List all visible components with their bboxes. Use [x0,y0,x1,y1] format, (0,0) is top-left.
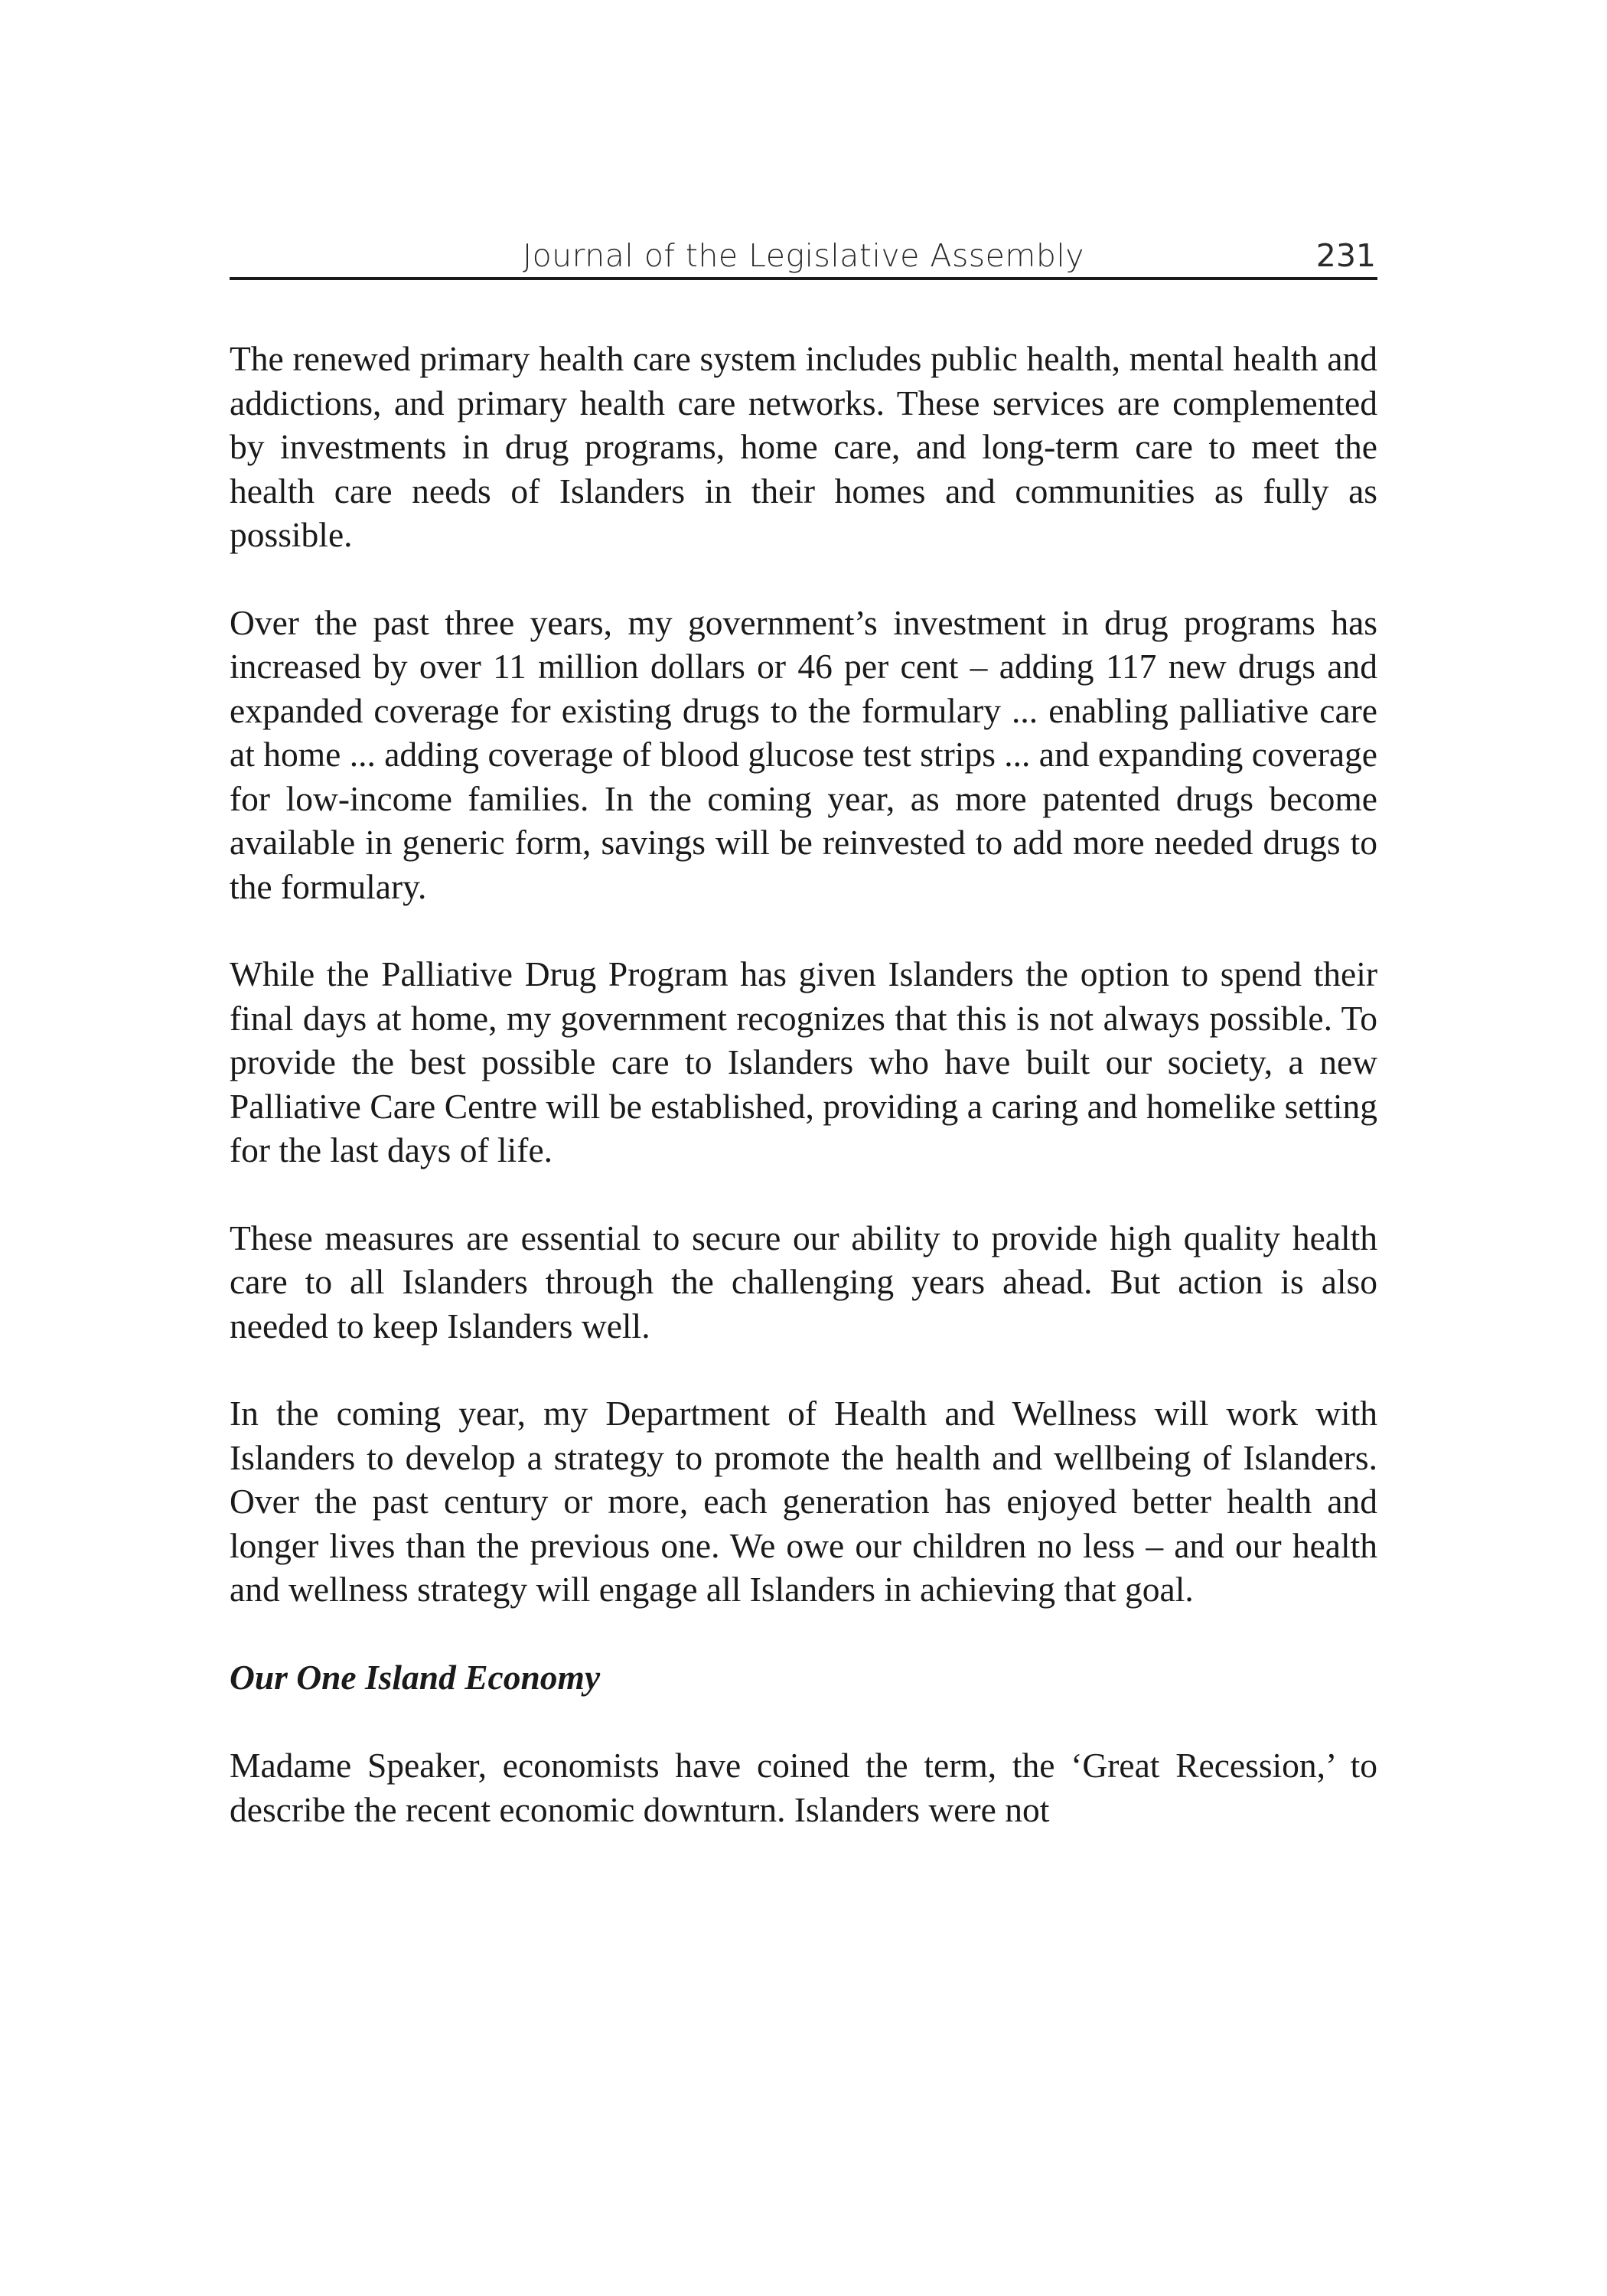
journal-title: Journal of the Legislative Assembly [522,237,1085,274]
running-header [230,230,1377,280]
paragraph-primary-health-care: The renewed primary health care system includes public health, mental health and addictions, and primary health care networks. These services are complemented by investments in drug programs, home care, and long-term care to meet the health care needs of Islanders in their homes and communities as fully as possible. [230,339,1377,554]
page-number: 231 [1315,237,1376,274]
paragraph-health-wellness-strategy: In the coming year, my Department of Health and Wellness will work with Islanders to develop a strategy to promote the health and wellbeing of Islanders. Over the past century or more, each generation has enjoyed better health and longer lives than the previous one. We owe our children no less – and our health and wellness strategy will engage all Islanders in achieving that goal. [230,1394,1377,1609]
section-heading: Our One Island Economy [230,1657,601,1697]
paragraph-drug-programs: Over the past three years, my government’s investment in drug programs has increased by over 11 million dollars or 46 per cent – adding 117 new drugs and expanded coverage for existing drugs to the formulary ... enabling palliative care at home ... adding coverage of blood glucose test strips ... and expanding coverage for low-income families. In the coming year, as more patented drugs become available in generic form, savings will be reinvested to add more needed drugs to the formulary. [230,602,1377,906]
paragraph-essential-measures: These measures are essential to secure our ability to provide high quality health care to all Islanders through the challenging years ahead. But action is also needed to keep Islanders well. [230,1218,1377,1345]
paragraph-palliative-care: While the Palliative Drug Program has given Islanders the option to spend their final days at home, my government recognizes that this is not always possible. To provide the best possible care to Islanders who have built our society, a new Palliative Care Centre will be established, providing a caring and homelike setting for the last days of life. [230,954,1377,1169]
body-text [230,337,1377,1875]
paragraph-great-recession: Madame Speaker, economists have coined the term, the ‘Great Recession,’ to describe the recent economic downturn. Islanders were not [230,1746,1377,1829]
